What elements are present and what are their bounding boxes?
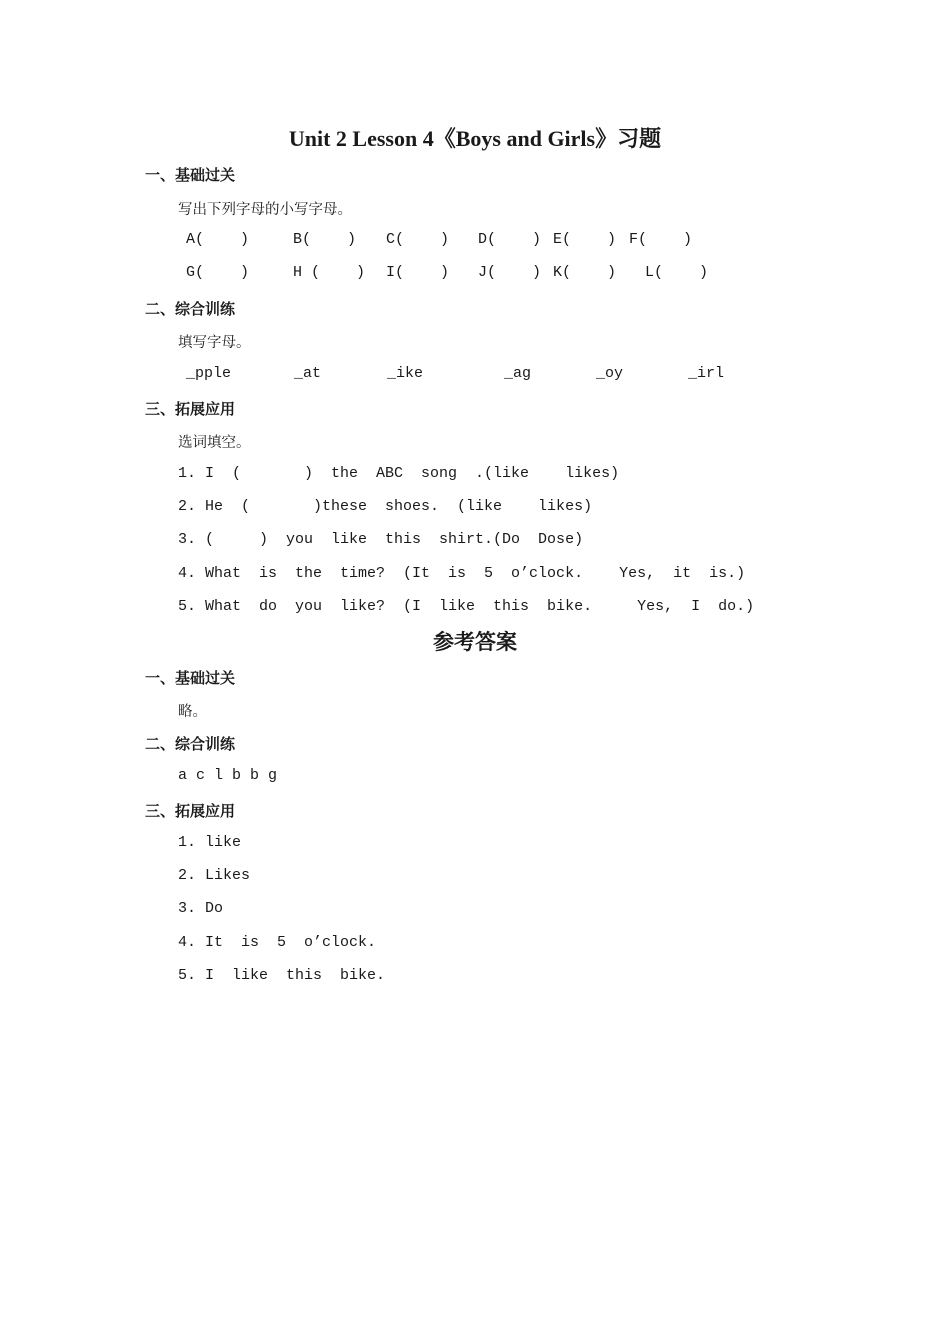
answer-item-4: 4. It is 5 o’clock. bbox=[178, 934, 377, 951]
letter-item: F( ) bbox=[629, 231, 693, 248]
question-3: 3. ( ) you like this shirt.(Do Dose) bbox=[178, 531, 584, 548]
question-4: 4. What is the time? (It is 5 o’clock. Yes, it is.) bbox=[178, 565, 746, 582]
letter-item: E( ) bbox=[553, 231, 617, 248]
answer-section2-heading: 二、综合训练 bbox=[145, 735, 236, 753]
answer-title: 参考答案 bbox=[433, 629, 517, 654]
answer-item-5: 5. I like this bike. bbox=[178, 967, 386, 984]
letter-item: D( ) bbox=[478, 231, 542, 248]
question-1: 1. I ( ) the ABC song .(like likes) bbox=[178, 465, 620, 482]
letter-item: L( ) bbox=[645, 264, 709, 281]
letter-item: H ( ) bbox=[293, 264, 366, 281]
answer-item-2: 2. Likes bbox=[178, 867, 251, 884]
letter-item: A( ) bbox=[186, 231, 250, 248]
fill-item: _at bbox=[294, 365, 322, 382]
letter-item: G( ) bbox=[186, 264, 250, 281]
section3-instruction: 选词填空。 bbox=[178, 435, 251, 451]
letter-item: B( ) bbox=[293, 231, 357, 248]
letter-item: C( ) bbox=[386, 231, 450, 248]
letter-item: K( ) bbox=[553, 264, 617, 281]
fill-item: _ike bbox=[387, 365, 424, 382]
question-5: 5. What do you like? (I like this bike. Yes, I do.) bbox=[178, 598, 755, 615]
fill-item: _ag bbox=[504, 365, 532, 382]
answer-item-3: 3. Do bbox=[178, 900, 224, 917]
question-2: 2. He ( )these shoes. (like likes) bbox=[178, 498, 593, 515]
fill-item: _irl bbox=[688, 365, 725, 382]
section3-heading: 三、拓展应用 bbox=[145, 400, 236, 418]
letter-item: I( ) bbox=[386, 264, 450, 281]
answer-section3-heading: 三、拓展应用 bbox=[145, 802, 236, 820]
section1-instruction: 写出下列字母的小写字母。 bbox=[178, 202, 352, 218]
section2-heading: 二、综合训练 bbox=[145, 300, 236, 318]
answer-section1-heading: 一、基础过关 bbox=[145, 669, 236, 687]
fill-item: _oy bbox=[596, 365, 624, 382]
answer-item-1: 1. like bbox=[178, 834, 242, 851]
page-title: Unit 2 Lesson 4《Boys and Girls》习题 bbox=[288, 126, 662, 151]
answer-section1-text: 略。 bbox=[178, 704, 207, 720]
fill-item: _pple bbox=[186, 365, 232, 382]
letter-item: J( ) bbox=[478, 264, 542, 281]
section2-instruction: 填写字母。 bbox=[178, 335, 251, 351]
answer-section2-text: a c l b b g bbox=[178, 767, 278, 784]
section1-heading: 一、基础过关 bbox=[145, 166, 236, 184]
